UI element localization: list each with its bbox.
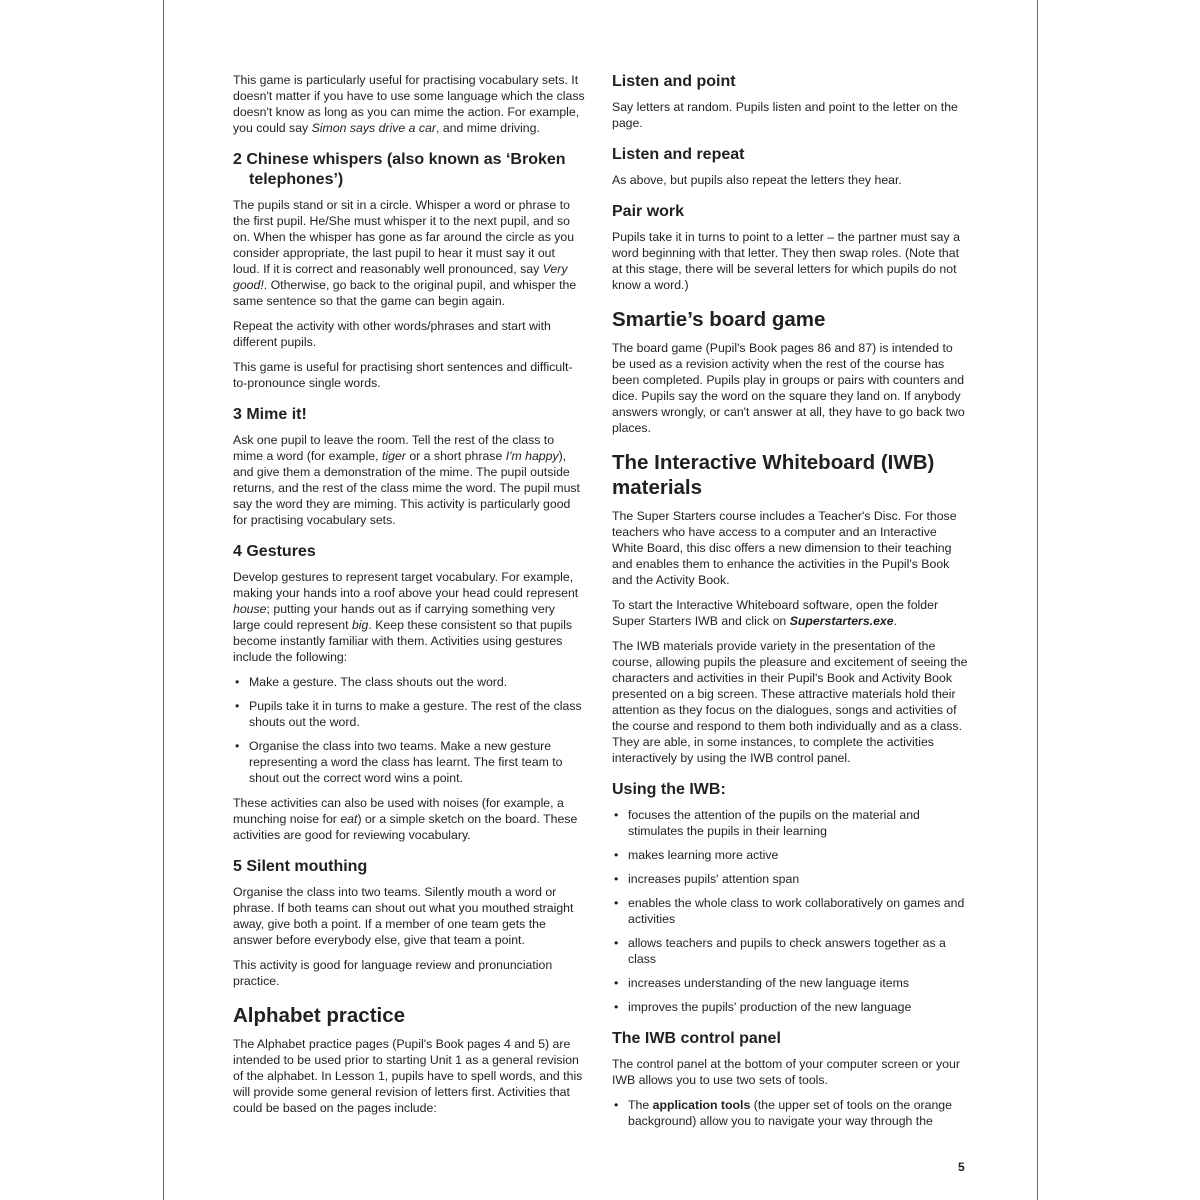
- list-item: • enables the whole class to work collaboratively on games and activities: [612, 895, 968, 927]
- board-game-heading: Smartie’s board game: [612, 308, 826, 331]
- list-item: • Make a gesture. The class shouts out the word.: [233, 674, 585, 690]
- control-panel-heading: The IWB control panel: [612, 1030, 781, 1047]
- listen-and-repeat-heading: Listen and repeat: [612, 146, 745, 163]
- board-game-paragraph: The board game (Pupil's Book pages 86 and 87) is intended to be used as a revision activity when the rest of the course has been completed. Pupils play in groups or pairs with counters and dice. Pupils say the word on the square they land on. If anybody answers wrongly, or can't answer at all, they have to go back two places.: [612, 341, 965, 435]
- chinese-whispers-heading: 2 Chinese whispers (also known as ‘Broken telephones’): [233, 151, 566, 188]
- gestures-paragraph: Develop gestures to represent target vocabulary. For example, making your hands into a roof above your head could represent house; putting your hands out as if carrying something very large could represent big. Keep these consistent so that pupils become instantly familiar with them. Activities using gestures include the following:: [233, 570, 579, 664]
- alphabet-practice-heading: Alphabet practice: [233, 1004, 406, 1027]
- page-number: 5: [958, 1160, 965, 1174]
- chinese-whispers-paragraph: This game is useful for practising short sentences and difficult-to-pronounce single words.: [233, 360, 573, 390]
- using-iwb-heading: Using the IWB:: [612, 781, 726, 798]
- using-iwb-list: [612, 807, 968, 1015]
- iwb-materials-heading: The Interactive Whiteboard (IWB) materials: [612, 451, 935, 499]
- alphabet-practice-paragraph: The Alphabet practice pages (Pupil's Book pages 4 and 5) are intended to be used prior to starting Unit 1 as a general revision of the alphabet. In Lesson 1, pupils have to spell words, and this will provide some general revision of letters first. Activities that could be based on the pages include:: [233, 1037, 583, 1115]
- list-item: • improves the pupils' production of the new language: [612, 999, 968, 1015]
- pair-work-heading: Pair work: [612, 203, 685, 220]
- iwb-materials-paragraph: The Super Starters course includes a Teacher's Disc. For those teachers who have access to a computer and an Interactive White Board, this disc offers a new dimension to their teaching and enables them to enhance the activities in the Pupil's Book and the Activity Book.: [612, 509, 957, 587]
- mime-it-heading: 3 Mime it!: [233, 406, 307, 423]
- list-item: • increases understanding of the new language items: [612, 975, 968, 991]
- iwb-materials-paragraph: The IWB materials provide variety in the presentation of the course, allowing pupils the pleasure and excitement of seeing the characters and activities in their Pupil's Book and Activity Book presented on a big screen. These attractive materials hold their attention as they focus on the dialogues, songs and activities of the course and respond to them both individually and as a class. They are able, in some instances, to complete the activities interactively by using the IWB control panel.: [612, 639, 968, 765]
- left-column: [233, 72, 585, 1125]
- left-page-border: [163, 0, 164, 1200]
- list-item: • increases pupils' attention span: [612, 871, 968, 887]
- silent-mouthing-paragraph: Organise the class into two teams. Silently mouth a word or phrase. If both teams can shout out what you mouthed straight away, give both a point. If a member of one team gets the answer before everybody else, give that team a point.: [233, 885, 574, 947]
- gestures-heading: 4 Gestures: [233, 543, 316, 560]
- list-item: • The application tools (the upper set of tools on the orange background) allow you to navigate your way through the: [612, 1097, 968, 1129]
- list-item: • Organise the class into two teams. Make a new gesture representing a word the class has learnt. The first team to shout out the correct word wins a point.: [233, 738, 585, 786]
- chinese-whispers-paragraph: The pupils stand or sit in a circle. Whisper a word or phrase to the first pupil. He/She must whisper it to the next pupil, and so on. When the whisper has gone as far around the circle as you consider appropriate, the last pupil to hear it must say it out loud. If it is correct and reasonably well pronounced, say Very good!. Otherwise, go back to the original pupil, and whisper the same sentence so that the game can begin again.: [233, 198, 577, 308]
- listen-and-point-heading: Listen and point: [612, 73, 736, 90]
- listen-and-repeat-paragraph: As above, but pupils also repeat the letters they hear.: [612, 173, 902, 187]
- silent-mouthing-heading: 5 Silent mouthing: [233, 858, 368, 875]
- iwb-materials-paragraph: To start the Interactive Whiteboard software, open the folder Super Starters IWB and click on Superstarters.exe.: [612, 598, 939, 628]
- list-item: • focuses the attention of the pupils on the material and stimulates the pupils in their learning: [612, 807, 968, 839]
- mime-it-paragraph: Ask one pupil to leave the room. Tell the rest of the class to mime a word (for example, tiger or a short phrase I'm happy), and give them a demonstration of the mime. The pupil outside returns, and the rest of the class mime the word. The pupil must say the word they are miming. This activity is particularly good for practising vocabulary sets.: [233, 433, 580, 527]
- control-panel-paragraph: The control panel at the bottom of your computer screen or your IWB allows you to use two sets of tools.: [612, 1057, 960, 1087]
- list-item: • Pupils take it in turns to make a gesture. The rest of the class shouts out the word.: [233, 698, 585, 730]
- list-item: • makes learning more active: [612, 847, 968, 863]
- intro-paragraph: This game is particularly useful for practising vocabulary sets. It doesn't matter if you have to use some language which the class doesn't know as long as you can mime the action. For example, you could say Simon says drive a car, and mime driving.: [233, 73, 585, 135]
- pair-work-paragraph: Pupils take it in turns to point to a letter – the partner must say a word beginning with that letter. They then swap roles. (Note that at this stage, there will be several letters for which pupils do not know a word.): [612, 230, 960, 292]
- chinese-whispers-paragraph: Repeat the activity with other words/phrases and start with different pupils.: [233, 319, 551, 349]
- listen-and-point-paragraph: Say letters at random. Pupils listen and point to the letter on the page.: [612, 100, 958, 130]
- control-panel-list: [612, 1097, 968, 1129]
- right-column: [612, 72, 968, 1138]
- gestures-after-paragraph: These activities can also be used with noises (for example, a munching noise for eat) or a simple sketch on the board. These activities are good for reviewing vocabulary.: [233, 796, 578, 842]
- right-page-border: [1037, 0, 1038, 1200]
- list-item: • allows teachers and pupils to check answers together as a class: [612, 935, 968, 967]
- silent-mouthing-paragraph: This activity is good for language review and pronunciation practice.: [233, 958, 553, 988]
- gestures-list: [233, 674, 585, 786]
